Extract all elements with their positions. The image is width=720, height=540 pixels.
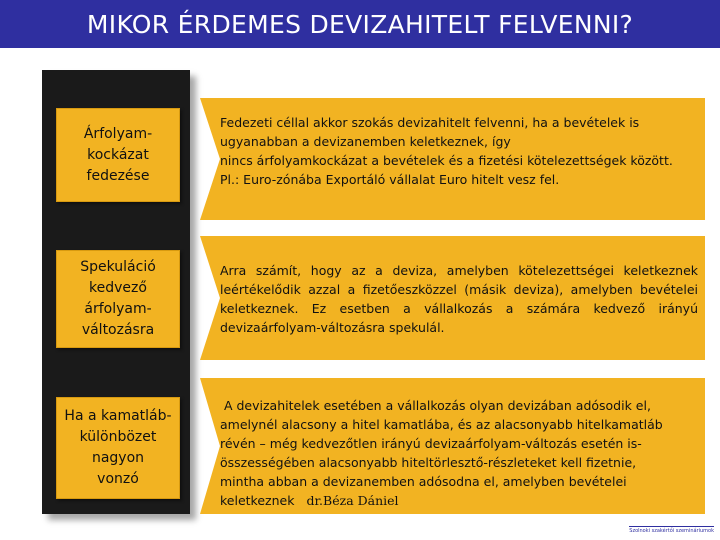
text-line: Pl.: Euro-zónába Exportáló vállalat Euro hitelt vesz fel. (220, 172, 560, 187)
label-box-speculation (56, 250, 180, 348)
text-line: révén – még kedvezőtlen irányú devizaárfolyam-változás esetén is- (220, 436, 642, 451)
text-line: A devizahitelek esetében a vállalkozás olyan devizában adósodik el, (220, 398, 651, 413)
text-hedging (220, 113, 698, 189)
text-line: ugyanabban a devizanemben keletkeznek, így (220, 134, 511, 149)
text-line-last (220, 491, 698, 510)
text-line: nincs árfolyamkockázat a bevételek és a fizetési kötelezettségek között. (220, 153, 673, 168)
text-interest-rate (220, 396, 698, 510)
title-bar (0, 0, 720, 48)
footer-logo: Szolnoki szakértői szemináriumok (629, 528, 714, 534)
text-paragraph: Arra számít, hogy az a deviza, amelyben kötelezettségei keletkeznek leértékelődik azzal a fizetőeszközzel (másik deviza), amelyben bevételei keletkeznek. Ez esetben a vállalkozás a számára kedvező irányú devizaárfolyam-változásra spekulál. (220, 263, 698, 335)
label-box-hedging (56, 108, 180, 202)
text-line: mintha abban a devizanemben adósodna el, amelyben bevételei (220, 474, 627, 489)
label-box-interest-rate (56, 397, 180, 499)
label-interest-rate: Ha a kamatláb- különbözet nagyon vonzó (64, 408, 172, 487)
text-line: Fedezeti céllal akkor szokás devizahitelt felvenni, ha a bevételek is (220, 115, 640, 130)
label-hedging: Árfolyam- kockázat fedezése (83, 125, 153, 184)
text-speculation (220, 261, 698, 337)
label-speculation: Spekuláció kedvező árfolyam- változásra (80, 259, 156, 338)
text-line: keletkeznek (220, 493, 295, 508)
page-title: MIKOR ÉRDEMES DEVIZAHITELT FELVENNI? (86, 9, 634, 39)
text-line: amelynél alacsony a hitel kamatlába, és az alacsonyabb hitelkamatláb (220, 417, 663, 432)
text-line: összességében alacsonyabb hiteltörlesztő-részleteket kell fizetnie, (220, 455, 637, 470)
author-signature: dr.Béza Dániel (306, 493, 399, 508)
